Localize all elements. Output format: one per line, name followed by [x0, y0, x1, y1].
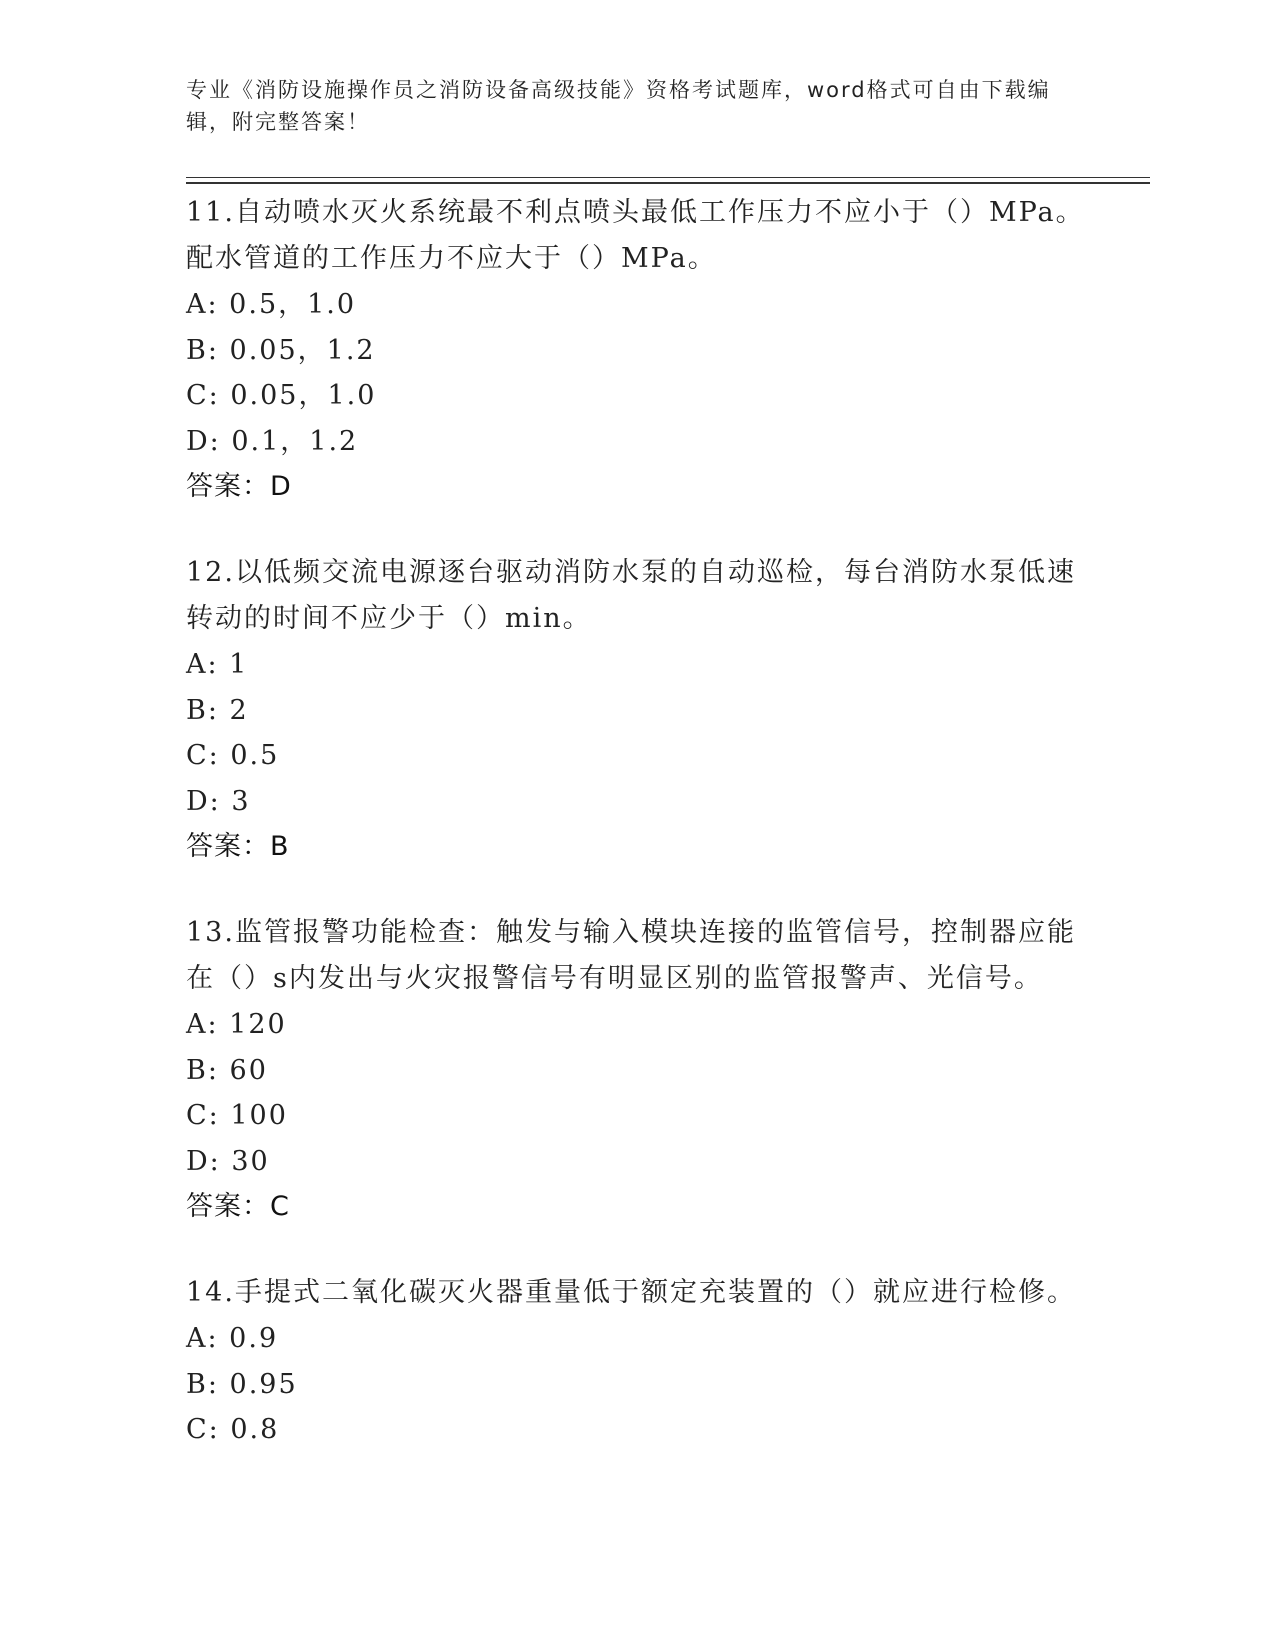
option-a: A: 0.9 [186, 1323, 279, 1354]
header-divider-thin [186, 177, 1150, 178]
option-d: D: 3 [186, 785, 251, 817]
option-b: B: 2 [186, 694, 249, 726]
option-c: C: 0.5 [186, 740, 280, 771]
answer-line: 答案：B [186, 831, 290, 862]
question-14 [186, 1270, 1086, 1453]
question-stem: 13.监管报警功能检查：触发与输入模块连接的监管信号，控制器应能在（）s内发出与火灾报警信号有明显区别的监管报警声、光信号。 [186, 917, 1076, 994]
answer-line: 答案：D [186, 471, 292, 502]
option-a: A: 120 [186, 1009, 287, 1040]
question-11 [186, 190, 1086, 509]
option-d: D: 0.1，1.2 [186, 425, 359, 457]
option-a: A: 0.5，1.0 [186, 289, 357, 320]
option-c: C: 0.05，1.0 [186, 380, 377, 411]
option-d: D: 30 [186, 1145, 270, 1177]
document-header: 专业《消防设施操作员之消防设备高级技能》资格考试题库，word格式可自由下载编辑，附完整答案！ [186, 78, 1051, 134]
question-stem: 12.以低频交流电源逐台驱动消防水泵的自动巡检，每台消防水泵低速转动的时间不应少于（）min。 [186, 557, 1076, 634]
option-b: B: 60 [186, 1054, 268, 1086]
option-a: A: 1 [186, 649, 249, 680]
question-stem: 11.自动喷水灭火系统最不利点喷头最低工作压力不应小于（）MPa。配水管道的工作压力不应大于（）MPa。 [186, 197, 1085, 274]
question-stem: 14.手提式二氧化碳灭火器重量低于额定充装置的（）就应进行检修。 [186, 1277, 1076, 1308]
answer-line: 答案：C [186, 1191, 290, 1222]
option-c: C: 0.8 [186, 1414, 280, 1445]
question-list [186, 190, 1086, 1453]
question-13 [186, 910, 1086, 1229]
header-divider-thick [186, 182, 1150, 184]
option-c: C: 100 [186, 1100, 288, 1131]
option-b: B: 0.95 [186, 1368, 298, 1400]
option-b: B: 0.05，1.2 [186, 334, 376, 366]
question-12 [186, 550, 1086, 869]
